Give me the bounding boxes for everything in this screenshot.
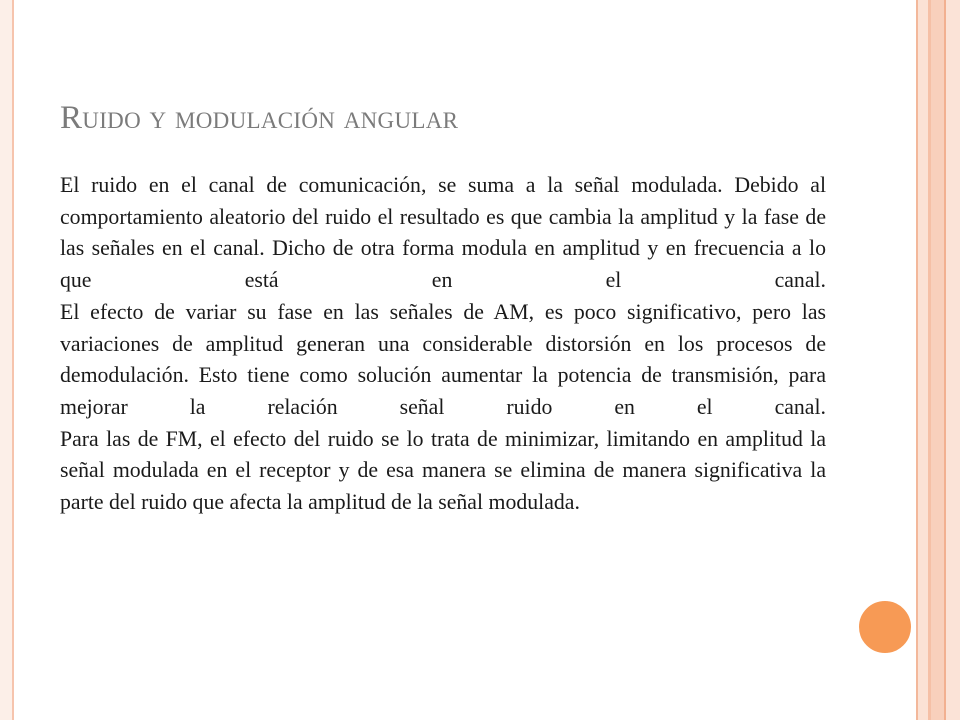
body-paragraph: El ruido en el canal de comunicación, se suma a la señal modulada. Debido al comportamiento aleatorio del ruido el resultado es que cambia la amplitud y la fase de las señales en el canal. Dicho de otra forma modula en amplitud y en frecuencia a lo que está en el canal. — [60, 173, 826, 293]
band-stripe — [946, 0, 960, 720]
left-decorative-border — [0, 0, 14, 720]
body-paragraph: Para las de FM, el efecto del ruido se lo trata de minimizar, limitando en amplitud la señal modulada en el receptor y de esa manera se elimina de manera significativa la parte del ruido que afecta la amplitud de la señal modulada. — [60, 426, 826, 515]
slide-body — [60, 170, 826, 519]
accent-circle — [856, 598, 914, 656]
band-stripe — [931, 0, 944, 720]
right-decorative-band — [916, 0, 960, 720]
slide-title: Ruido y modulación angular — [60, 100, 459, 136]
band-stripe — [918, 0, 928, 720]
body-paragraph: El efecto de variar su fase en las señales de AM, es poco significativo, pero las variaciones de amplitud generan una considerable distorsión en los procesos de demodulación. Esto tiene como solución aumentar la potencia de transmisión, para mejorar la relación señal ruido en el canal. — [60, 299, 826, 419]
